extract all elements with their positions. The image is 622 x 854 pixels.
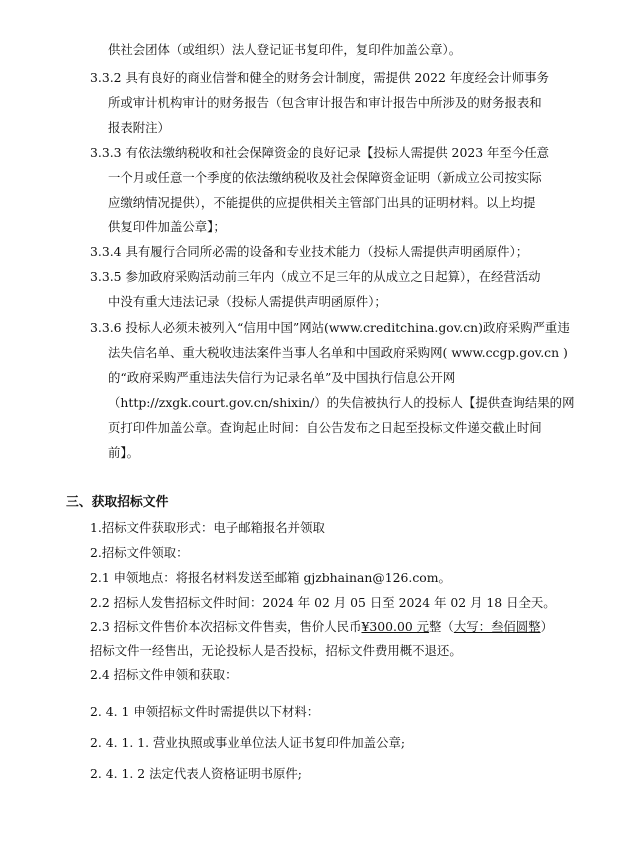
section-3-line-1: 1.招标文件获取形式：电子邮箱报名并领取 [90, 520, 325, 535]
price-amount: ¥300.00 元 [361, 619, 430, 634]
item-3-6-line-3: 的“政府采购严重违法失信行为记录名单”及中国执行信息公开网 [108, 370, 456, 385]
item-3-4: 3.3.4 具有履行合同所必需的设备和专业技术能力（投标人需提供声明函原件）； [90, 244, 529, 259]
section-3-line-2: 2.招标文件领取： [90, 545, 189, 560]
price-in-words: 大写：叁佰圆整 [453, 619, 541, 634]
item-3-1-tail: 供社会团体（或组织）法人登记证书复印件，复印件加盖公章）。 [108, 42, 462, 57]
section-3-heading: 三、获取招标文件 [66, 495, 169, 510]
item-3-6-line-4: （http://zxgk.court.gov.cn/shixin/）的失信被执行人的投标人【提供查询结果的网 [108, 395, 575, 410]
price-close: ） [540, 619, 553, 634]
item-3-6-line-1: 3.3.6 投标人必须未被列入“信用中国”网站(www.creditchina.gov.cn)政府采购严重违 [90, 320, 570, 335]
item-3-2-line-1: 3.3.2 具有良好的商业信誉和健全的财务会计制度，需提供 2022 年度经会计师事务 [90, 70, 549, 85]
section-3-line-2-4-1-2: 2. 4. 1. 2 法定代表人资格证明书原件; [90, 766, 302, 781]
item-3-3-line-1: 3.3.3 有依法缴纳税收和社会保障资金的良好记录【投标人需提供 2023 年至今任意 [90, 145, 549, 160]
item-3-3-line-4: 供复印件加盖公章】； [108, 219, 226, 234]
section-3-line-2-3 [90, 619, 553, 635]
item-3-6-line-2: 法失信名单、重大税收违法案件当事人名单和中国政府采购网( www.ccgp.gov.cn ) [108, 345, 568, 360]
section-3-line-2-4-1-1: 2. 4. 1. 1. 营业执照或事业单位法人证书复印件加盖公章; [90, 735, 406, 750]
price-mid: 整（ [429, 619, 454, 634]
item-3-5-line-2: 中没有重大违法记录（投标人需提供声明函原件）； [108, 294, 387, 309]
price-intro: 2.3 招标文件售价本次招标文件售卖，售价人民币 [90, 619, 362, 634]
section-3-line-2-4-1: 2. 4. 1 申领招标文件时需提供以下材料： [90, 704, 320, 719]
item-3-6-line-6: 前】。 [108, 445, 139, 460]
section-3-line-2-4: 2.4 招标文件申领和获取： [90, 667, 238, 682]
section-3-line-2-1: 2.1 申领地点：将报名材料发送至邮箱 gjzbhainan@126.com。 [90, 570, 451, 585]
item-3-3-line-2: 一个月或任意一个季度的依法缴纳税收及社会保障资金证明（新成立公司按实际 [108, 170, 542, 185]
item-3-3-line-3: 应缴纳情况提供），不能提供的应提供相关主管部门出具的证明材料。以上均提 [108, 195, 536, 210]
section-3-line-2-2: 2.2 招标人发售招标文件时间：2024 年 02 月 05 日至 2024 年 02 月 18 日全天。 [90, 595, 556, 610]
section-3-line-2-3-cont: 招标文件一经售出，无论投标人是否投标，招标文件费用概不退还。 [90, 643, 462, 658]
item-3-5-line-1: 3.3.5 参加政府采购活动前三年内（成立不足三年的从成立之日起算），在经营活动 [90, 269, 541, 284]
item-3-2-line-3: 报表附注） [108, 120, 170, 135]
item-3-2-line-2: 所或审计机构审计的财务报告（包含审计报告和审计报告中所涉及的财务报表和 [108, 95, 542, 110]
item-3-6-line-5: 页打印件加盖公章。查询起止时间：自公告发布之日起至投标文件递交截止时间 [108, 420, 542, 435]
